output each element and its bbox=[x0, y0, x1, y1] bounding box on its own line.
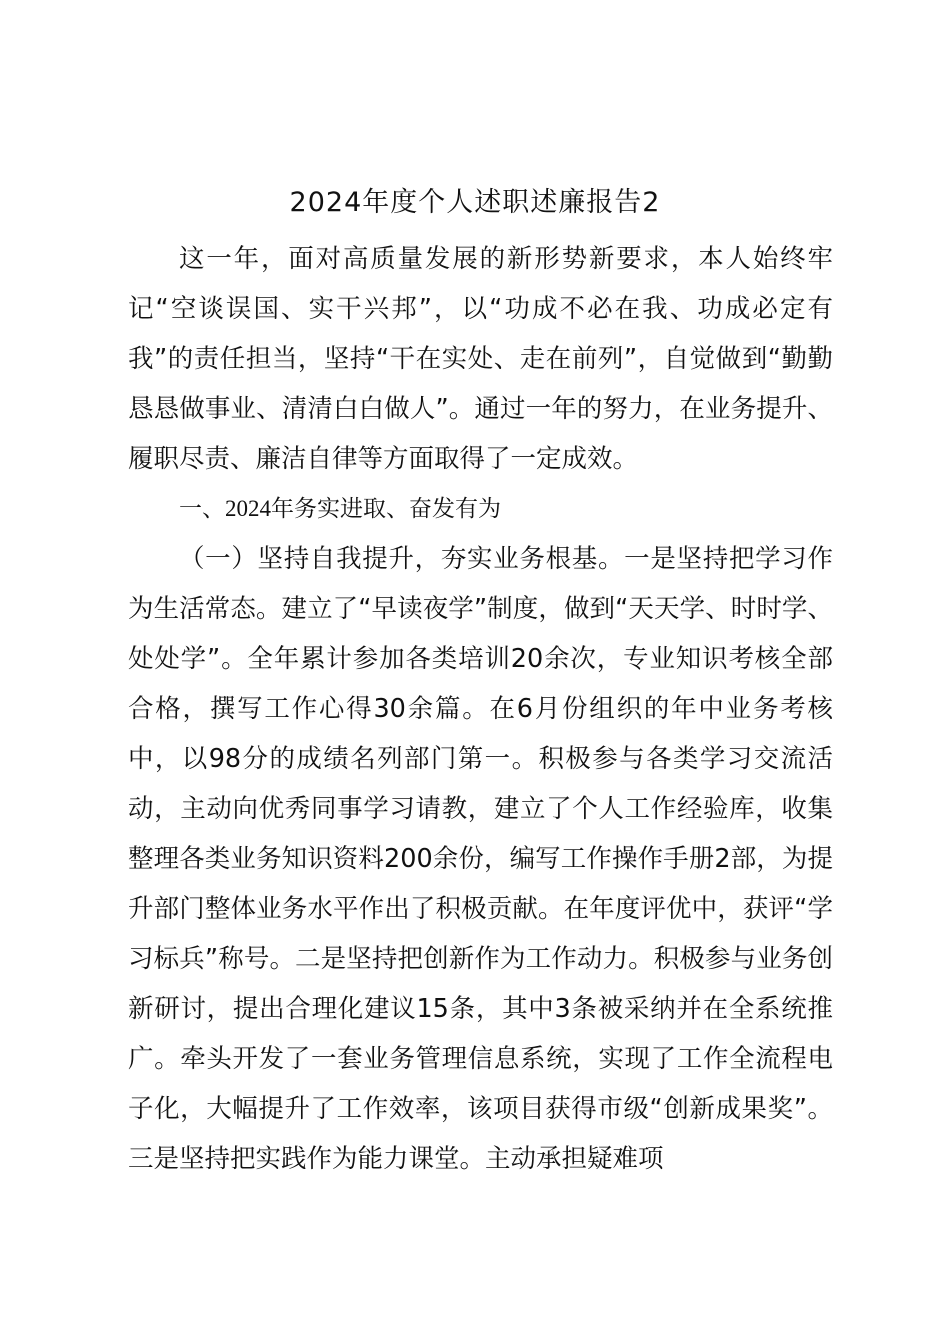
paragraph-section-1: （一）坚持自我提升，夯实业务根基。一是坚持把学习作为生活常态。建立了“早读夜学”制度，做到“天天学、时时学、处处学”。全年累计参加各类培训20余次，专业知识考核全部合格，撰写工作心得30余篇。在6月份组织的年中业务考核中，以98分的成绩名列部门第一。积极参与各类学习交流活动，主动向优秀同事学习请教，建立了个人工作经验库，收集整理各类业务知识资料200余份，编写工作操作手册2部，为提升部门整体业务水平作出了积极贡献。在年度评优中，获评“学习标兵”称号。二是坚持把创新作为工作动力。积极参与业务创新研讨，提出合理化建议15条，其中3条被采纳并在全系统推广。牵头开发了一套业务管理信息系统，实现了工作全流程电子化，大幅提升了工作效率，该项目获得市级“创新成果奖”。三是坚持把实践作为能力课堂。主动承担疑难项 bbox=[128, 544, 833, 1174]
paragraph-intro: 这一年，面对高质量发展的新形势新要求，本人始终牢记“空谈误国、实干兴邦”，以“功成不必在我、功成必定有我”的责任担当，坚持“干在实处、走在前列”，自觉做到“勤勤恳恳做事业、清清白白做人”。通过一年的努力，在业务提升、履职尽责、廉洁自律等方面取得了一定成效。 bbox=[128, 244, 833, 474]
document-title: 2024年度个人述职述廉报告2 bbox=[289, 187, 661, 218]
document-body bbox=[128, 234, 833, 1184]
section-heading: 一、2024年务实进取、奋发有为 bbox=[179, 496, 501, 521]
